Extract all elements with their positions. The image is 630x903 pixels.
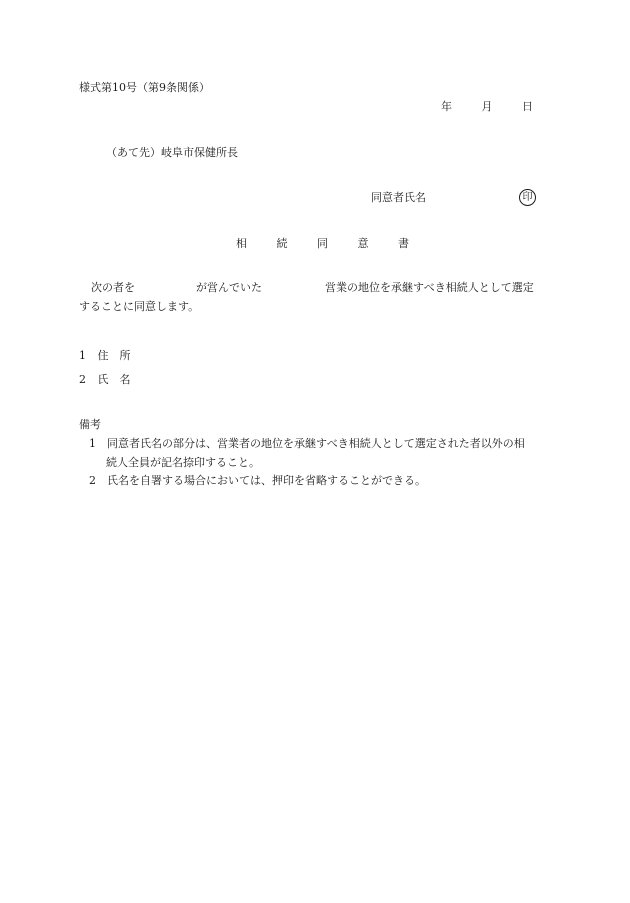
- remark-1-line-2: 続人全員が記名捺印すること。: [106, 456, 260, 469]
- remark-1-line-1: 1 同意者氏名の部分は、営業者の地位を承継すべき相続人として選定された者以外の相: [89, 437, 525, 450]
- body-text-part-2: が営んでいた: [196, 281, 262, 294]
- body-text-line-2: することに同意します。: [79, 300, 200, 313]
- title-char-2: 続: [276, 237, 288, 250]
- date-line: [441, 100, 533, 114]
- item-label: 氏 名: [97, 373, 131, 386]
- title-char-5: 書: [398, 237, 409, 250]
- addressee: （あて先）岐阜市保健所長: [106, 146, 238, 159]
- seal-mark: [519, 189, 536, 206]
- item-address: [79, 349, 131, 363]
- item-number: 2: [79, 373, 86, 386]
- body-text-part-3: 営業の地位を承継すべき相続人として選定: [325, 281, 534, 294]
- item-number: 1: [79, 349, 86, 362]
- item-name: [79, 373, 131, 387]
- date-day: 日: [522, 100, 533, 113]
- title-char-1: 相: [236, 237, 247, 250]
- form-number: 様式第10号（第9条関係）: [79, 81, 210, 94]
- date-year: 年: [441, 100, 452, 113]
- date-month: 月: [481, 100, 493, 113]
- remarks-heading: 備考: [79, 418, 101, 431]
- consenter-name-label: 同意者氏名: [371, 191, 426, 204]
- seal-icon: 印: [519, 189, 536, 206]
- body-text-part-1: 次の者を: [91, 281, 135, 294]
- document-title: [236, 237, 409, 251]
- item-label: 住 所: [97, 349, 131, 362]
- title-char-4: 意: [357, 237, 369, 250]
- remark-2: 2 氏名を自署する場合においては、押印を省略することができる。: [89, 474, 426, 487]
- title-char-3: 同: [317, 237, 328, 250]
